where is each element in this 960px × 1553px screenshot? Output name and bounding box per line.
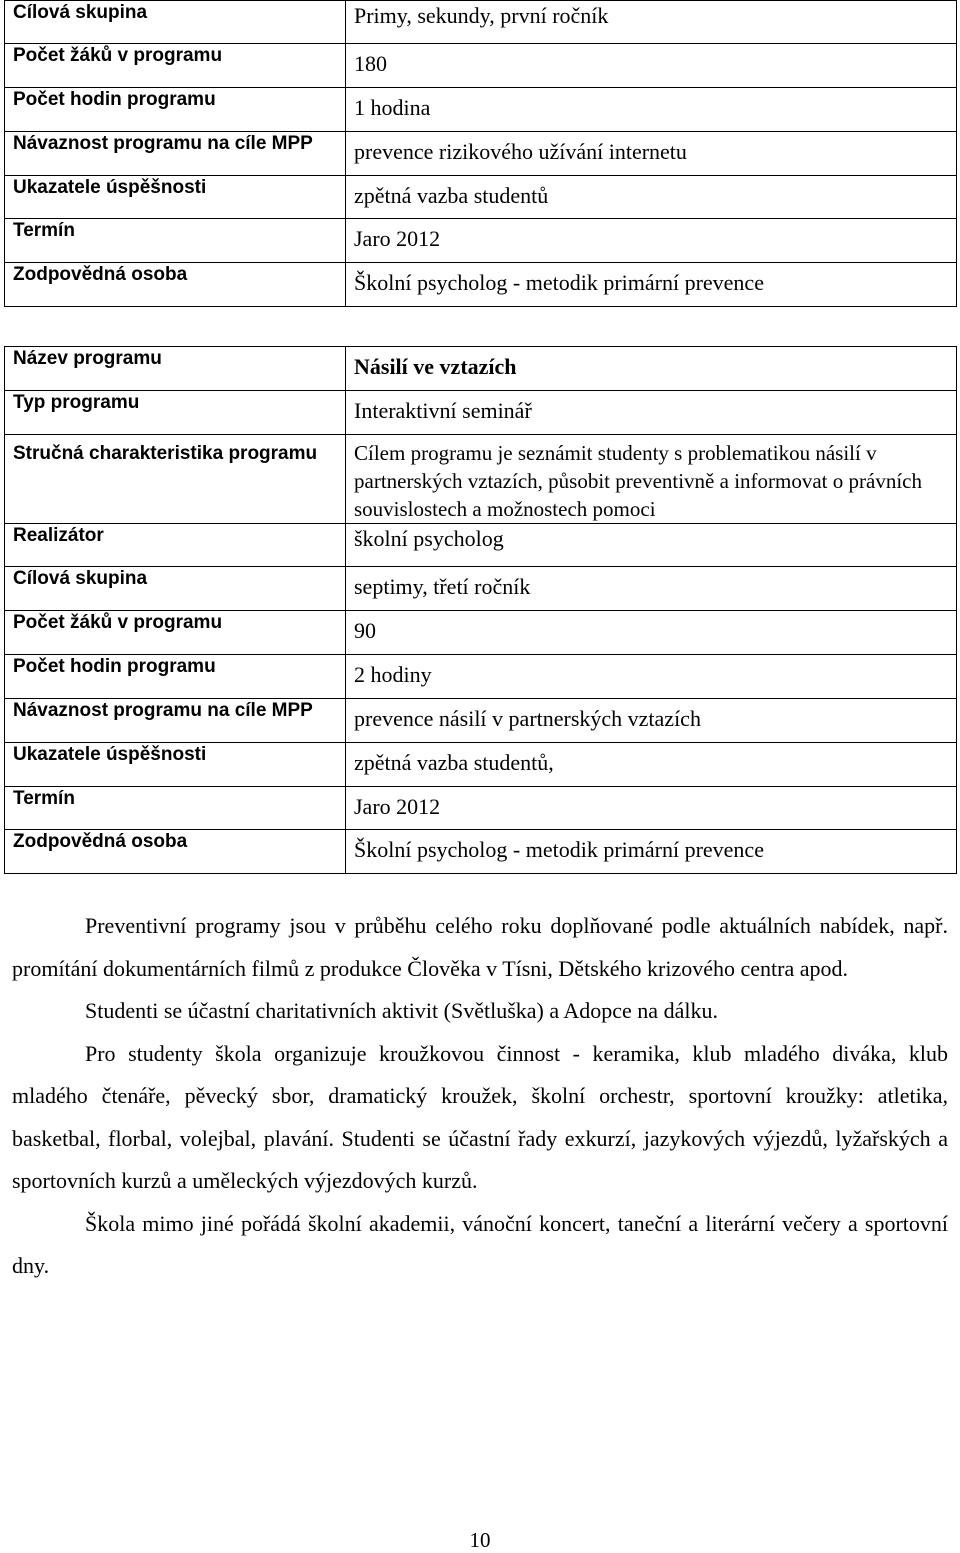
paragraph: Preventivní programy jsou v průběhu celého roku doplňované podle aktuálních nabídek, např. promítání dokumentárních filmů z produkce Člověka v Tísni, Dětského krizového centra apod. — [12, 913, 948, 981]
table-row — [5, 347, 957, 391]
row-label: Ukazatele úspěšnosti — [5, 743, 346, 787]
row-label: Počet žáků v programu — [5, 611, 346, 655]
row-value: prevence rizikového užívání internetu — [346, 132, 957, 176]
row-value: 90 — [346, 611, 957, 655]
row-label: Cílová skupina — [5, 1, 346, 44]
program-name: Násilí ve vztazích — [346, 347, 957, 391]
row-label: Zodpovědná osoba — [5, 830, 346, 874]
table-row — [5, 263, 957, 307]
paragraph: Škola mimo jiné pořádá školní akademii, vánoční koncert, taneční a literární večery a sportovní dny. — [12, 1210, 948, 1278]
row-label: Název programu — [5, 347, 346, 391]
table-row — [5, 655, 957, 699]
row-label: Realizátor — [5, 524, 346, 567]
program-description: Cílem programu je seznámit studenty s problematikou násilí v partnerských vztazích, působit preventivně a informovat o právních souvislostech a možnostech pomoci — [346, 435, 957, 524]
table-row — [5, 435, 957, 524]
row-value: septimy, třetí ročník — [346, 567, 957, 611]
table-row — [5, 699, 957, 743]
body-text — [12, 905, 948, 1288]
table-row — [5, 1, 957, 44]
row-label: Návaznost programu na cíle MPP — [5, 699, 346, 743]
row-value: Interaktivní seminář — [346, 391, 957, 435]
row-value: zpětná vazba studentů, — [346, 743, 957, 787]
row-value: Jaro 2012 — [346, 219, 957, 263]
row-value: zpětná vazba studentů — [346, 176, 957, 219]
row-value: 180 — [346, 44, 957, 88]
table-row — [5, 787, 957, 830]
row-value: 1 hodina — [346, 88, 957, 132]
table-row — [5, 830, 957, 874]
table-row — [5, 743, 957, 787]
table-row — [5, 219, 957, 263]
row-label: Typ programu — [5, 391, 346, 435]
table-row — [5, 391, 957, 435]
row-label: Stručná charakteristika programu — [5, 435, 346, 524]
row-value: 2 hodiny — [346, 655, 957, 699]
page-number: 10 — [469, 1528, 491, 1552]
row-label: Termín — [5, 787, 346, 830]
row-label: Zodpovědná osoba — [5, 263, 346, 307]
row-label: Počet hodin programu — [5, 655, 346, 699]
table-row — [5, 88, 957, 132]
row-value: Školní psycholog - metodik primární prevence — [346, 830, 957, 874]
row-label: Termín — [5, 219, 346, 263]
table-row — [5, 524, 957, 567]
row-label: Počet žáků v programu — [5, 44, 346, 88]
row-label: Cílová skupina — [5, 567, 346, 611]
table-row — [5, 44, 957, 88]
row-value: prevence násilí v partnerských vztazích — [346, 699, 957, 743]
table-row — [5, 567, 957, 611]
table-row — [5, 132, 957, 176]
program-table-1 — [4, 0, 957, 307]
row-value: Primy, sekundy, první ročník — [346, 1, 957, 44]
row-value: Jaro 2012 — [346, 787, 957, 830]
program-table-2 — [4, 346, 957, 874]
row-value: Školní psycholog - metodik primární prevence — [346, 263, 957, 307]
paragraph: Studenti se účastní charitativních aktivit (Světluška) a Adopce na dálku. — [85, 998, 718, 1023]
row-label: Počet hodin programu — [5, 88, 346, 132]
paragraph: Pro studenty škola organizuje kroužkovou činnost - keramika, klub mladého diváka, klub mladého čtenáře, pěvecký sbor, dramatický kroužek, školní orchestr, sportovní kroužky: atletika, basketbal, florbal, volejbal, plavání. Studenti se účastní řady exkurzí, jazykových výjezdů, lyžařských a sportovních kurzů a uměleckých výjezdových kurzů. — [12, 1040, 948, 1193]
table-row — [5, 611, 957, 655]
row-label: Návaznost programu na cíle MPP — [5, 132, 346, 176]
row-label: Ukazatele úspěšnosti — [5, 176, 346, 219]
row-value: školní psycholog — [346, 524, 957, 567]
table-row — [5, 176, 957, 219]
